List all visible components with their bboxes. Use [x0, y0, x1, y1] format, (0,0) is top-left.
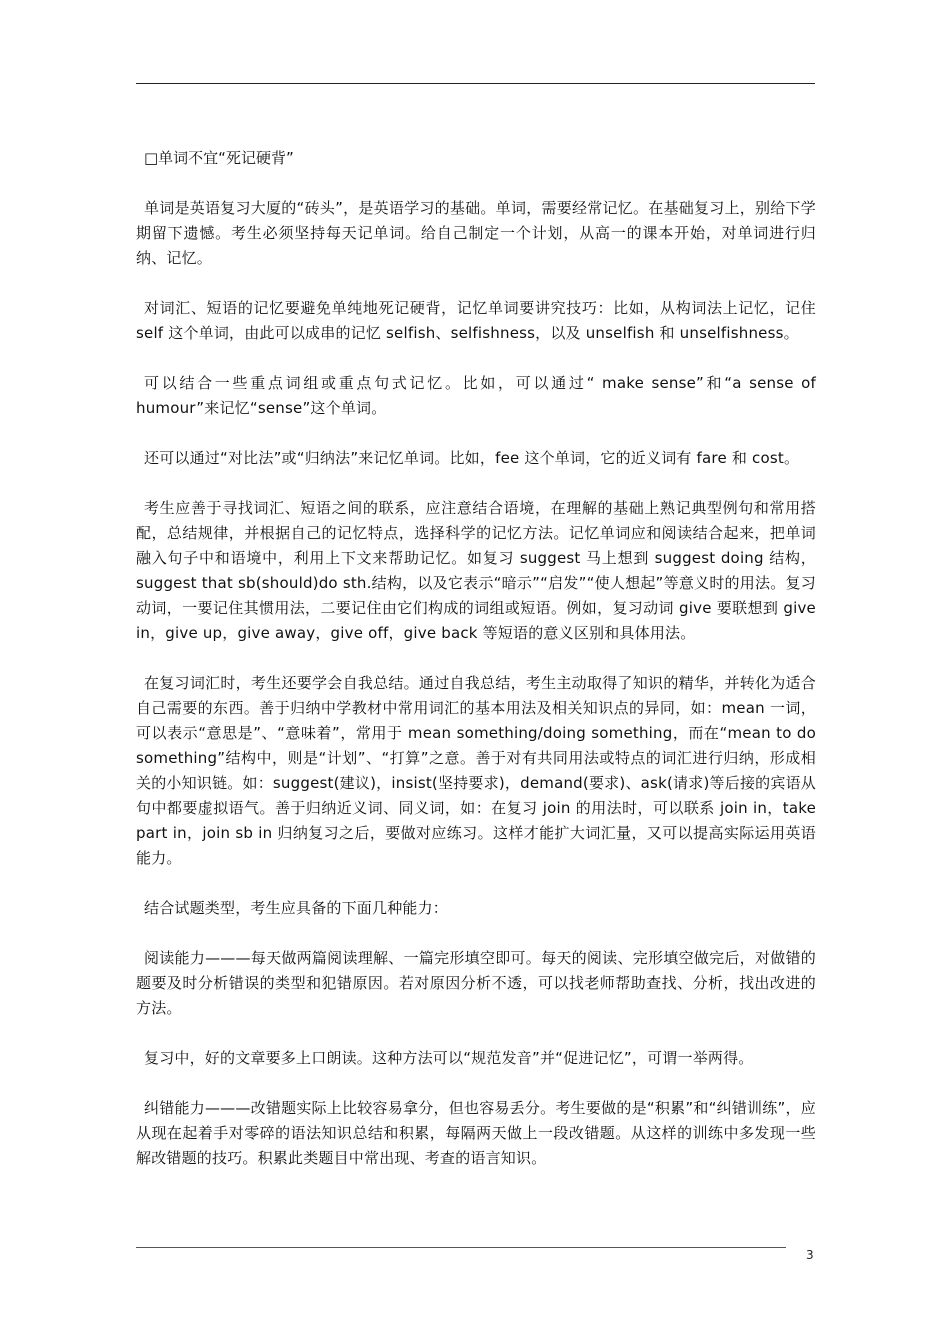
paragraph-word-foundation: 单词是英语复习大厦的“砖头”，是英语学习的基础。单词，需要经常记忆。在基础复习上，别给下学期留下遗憾。考生必须坚持每天记单词。给自己制定一个计划，从高一的课本开始，对单词进行归纳、记忆。: [136, 199, 816, 267]
header-divider: [136, 83, 815, 84]
paragraph-comparison-method: 还可以通过“对比法”或“归纳法”来记忆单词。比如，fee 这个单词，它的近义词有 fare 和 cost。: [144, 449, 800, 467]
section-heading: □单词不宜“死记硬背”: [144, 149, 294, 167]
paragraph-abilities-intro: 结合试题类型，考生应具备的下面几种能力：: [144, 899, 449, 917]
paragraph-phrase-memory: 可以结合一些重点词组或重点句式记忆。比如，可以通过“ make sense”和“a sense of humour”来记忆“sense”这个单词。: [136, 374, 816, 417]
paragraph-error-correction: 纠错能力———改错题实际上比较容易拿分，但也容易丢分。考生要做的是“积累”和“纠错训练”，应从现在起着手对零碎的语法知识总结和积累，每隔两天做上一段改错题。从这样的训练中多发现一些解改错题的技巧。积累此类题目中常出现、考查的语言知识。: [136, 1099, 816, 1167]
paragraph-memory-technique: 对词汇、短语的记忆要避免单纯地死记硬背，记忆单词要讲究技巧：比如，从构词法上记忆，记住 self 这个单词，由此可以成串的记忆 selfish、selfishness，以及 unselfish 和 unselfishness。: [136, 299, 816, 342]
paragraph-context-learning: 考生应善于寻找词汇、短语之间的联系，应注意结合语境，在理解的基础上熟记典型例句和常用搭配，总结规律，并根据自己的记忆特点，选择科学的记忆方法。记忆单词应和阅读结合起来，把单词融入句子中和语境中，利用上下文来帮助记忆。如复习 suggest 马上想到 suggest doing 结构，suggest that sb(should)do sth.结构，以及它表示“暗示”“启发”“使人想起”等意义时的用法。复习动词，一要记住其惯用法，二要记住由它们构成的词组或短语。例如，复习动词 give 要联想到 give in，give up，give away，give off，give back 等短语的意义区别和具体用法。: [136, 499, 816, 642]
footer-divider: [136, 1247, 786, 1248]
paragraph-self-summary: 在复习词汇时，考生还要学会自我总结。通过自我总结，考生主动取得了知识的精华，并转化为适合自己需要的东西。善于归纳中学教材中常用词汇的基本用法及相关知识点的异同，如：mean 一词，可以表示“意思是”、“意味着”，常用于 mean something/doing something，而在“mean to do something”结构中，则是“计划”、“打算”之意。善于对有共同用法或特点的词汇进行归纳，形成相关的小知识链。如：suggest(建议)，insist(坚持要求)，demand(要求)、ask(请求)等后接的宾语从句中都要虚拟语气。善于归纳近义词、同义词，如：在复习 join 的用法时，可以联系 join in，take part in，join sb in 归纳复习之后，要做对应练习。这样才能扩大词汇量，又可以提高实际运用英语能力。: [136, 674, 816, 867]
paragraph-reading-ability: 阅读能力———每天做两篇阅读理解、一篇完形填空即可。每天的阅读、完形填空做完后，对做错的题要及时分析错误的类型和犯错原因。若对原因分析不透，可以找老师帮助查找、分析，找出改进的方法。: [136, 949, 816, 1017]
page-number: 3: [806, 1248, 814, 1262]
document-body: [136, 146, 816, 1196]
paragraph-read-aloud: 复习中，好的文章要多上口朗读。这种方法可以“规范发音”并“促进记忆”，可谓一举两得。: [144, 1049, 754, 1067]
